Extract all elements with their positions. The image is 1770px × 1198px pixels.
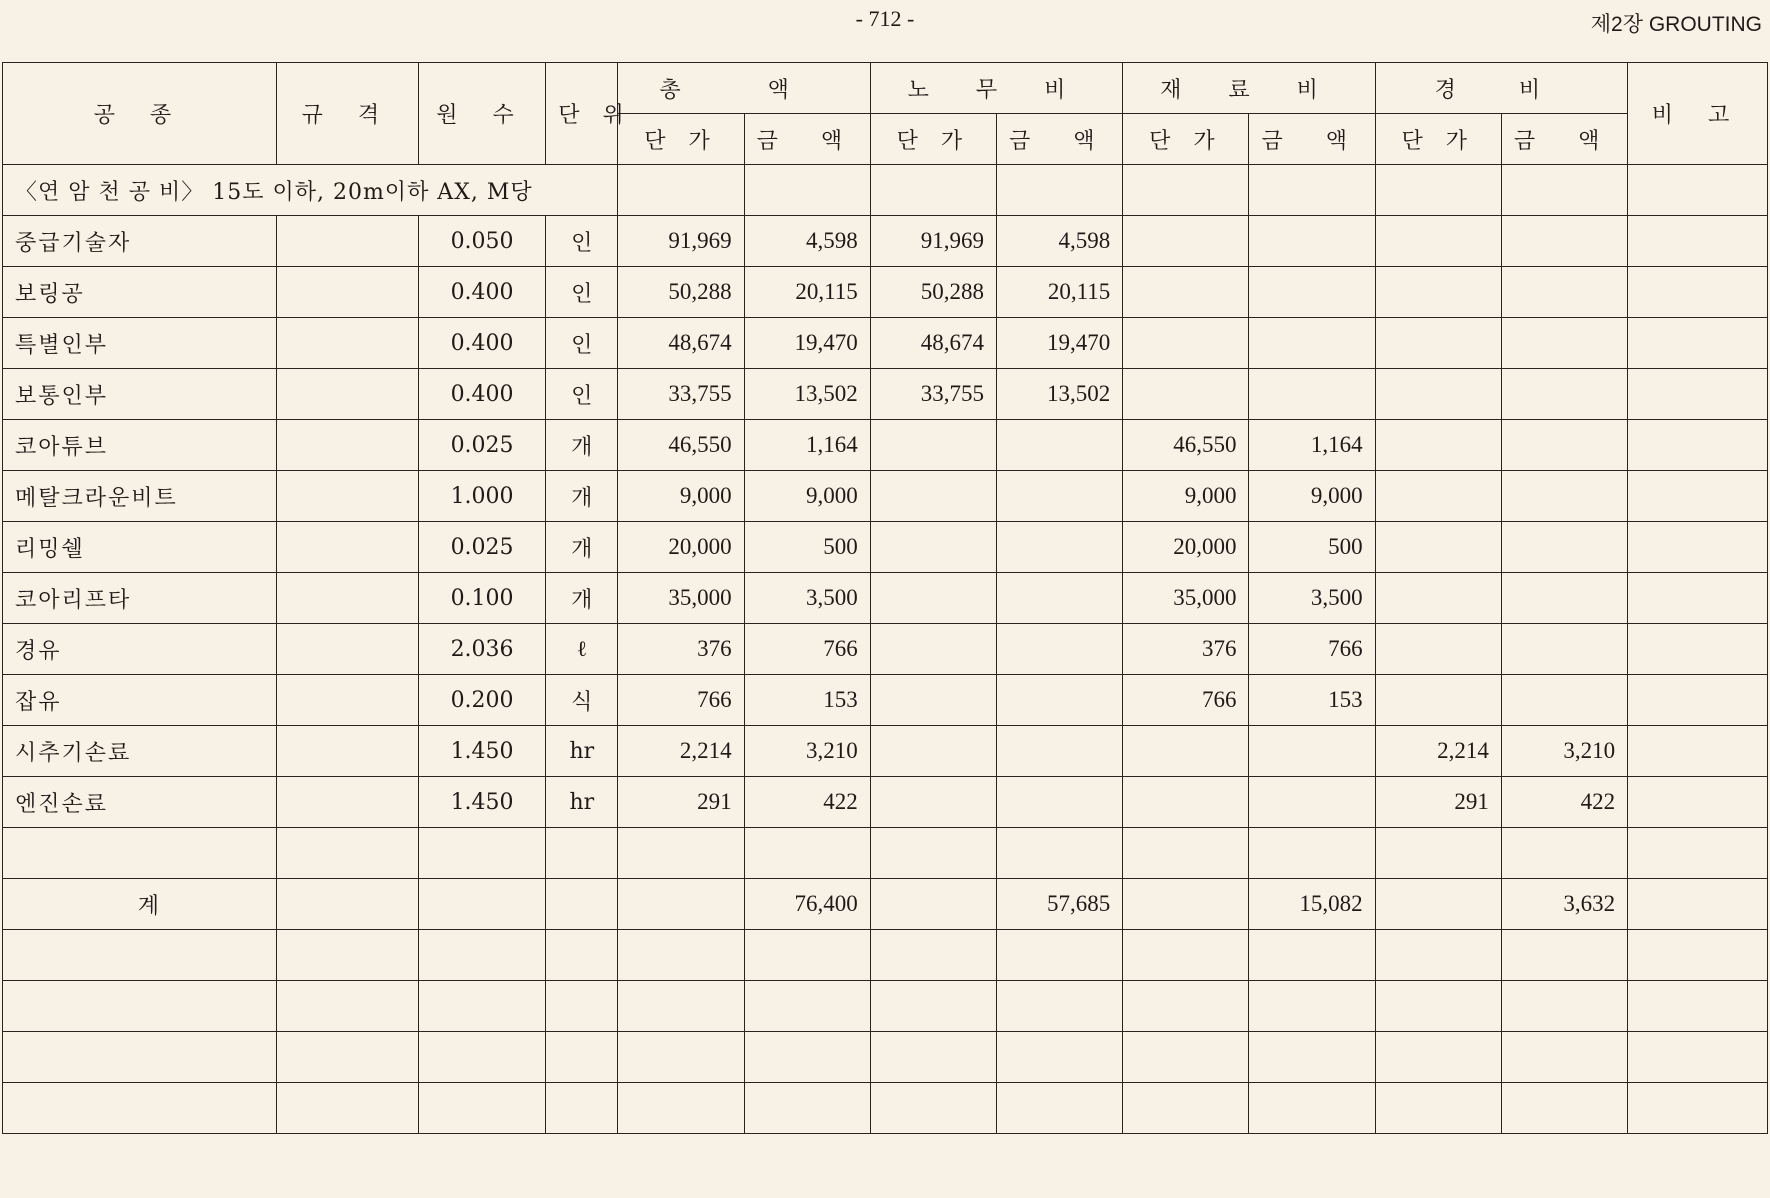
empty-cell xyxy=(618,930,744,981)
header-labor: 노 무 비 xyxy=(870,63,1122,114)
unit-cell: hr xyxy=(546,777,618,828)
empty-cell xyxy=(418,828,545,879)
labor-amount-cell: 13,502 xyxy=(997,369,1123,420)
labor-unit-price-cell xyxy=(870,726,996,777)
unit-cell: hr xyxy=(546,726,618,777)
expense-unit-price-cell xyxy=(1375,267,1501,318)
total-amount-cell: 13,502 xyxy=(744,369,870,420)
header-remark: 비 고 xyxy=(1628,63,1768,165)
item-name-cell: 경유 xyxy=(3,624,277,675)
header-expense: 경 비 xyxy=(1375,63,1627,114)
material-unit-price-cell: 376 xyxy=(1123,624,1249,675)
material-unit-price-cell: 46,550 xyxy=(1123,420,1249,471)
spec-cell xyxy=(276,420,418,471)
empty-cell xyxy=(870,828,996,879)
empty-cell xyxy=(1375,1032,1501,1083)
unit-cell: 개 xyxy=(546,573,618,624)
item-name-cell: 특별인부 xyxy=(3,318,277,369)
remark-cell xyxy=(1628,369,1768,420)
qty-cell: 0.050 xyxy=(418,216,545,267)
empty-cell xyxy=(1628,930,1768,981)
unit-cell: 인 xyxy=(546,267,618,318)
expense-unit-price-cell xyxy=(1375,471,1501,522)
empty-cell xyxy=(1501,1083,1627,1134)
empty-cell xyxy=(3,828,277,879)
expense-unit-price-cell: 291 xyxy=(1375,777,1501,828)
total-unit-price-cell: 376 xyxy=(618,624,744,675)
expense-unit-price-cell xyxy=(1375,216,1501,267)
spec-cell xyxy=(276,318,418,369)
empty-cell xyxy=(1501,1032,1627,1083)
header-total: 총 액 xyxy=(618,63,870,114)
expense-amount-cell xyxy=(1501,420,1627,471)
qty-cell: 0.025 xyxy=(418,420,545,471)
empty-cell xyxy=(1628,1083,1768,1134)
labor-unit-price-cell xyxy=(870,777,996,828)
qty-cell: 2.036 xyxy=(418,624,545,675)
expense-amount-cell xyxy=(1501,471,1627,522)
spec-cell xyxy=(276,369,418,420)
material-amount-cell: 9,000 xyxy=(1249,471,1375,522)
qty-cell: 0.400 xyxy=(418,369,545,420)
material-unit-price-cell xyxy=(1123,318,1249,369)
header-unit: 단 위 xyxy=(546,63,618,165)
item-name-cell: 시추기손료 xyxy=(3,726,277,777)
material-amount-cell xyxy=(1249,318,1375,369)
remark-cell xyxy=(1628,624,1768,675)
cost-table xyxy=(2,62,1768,1134)
total-unit-price-cell: 35,000 xyxy=(618,573,744,624)
item-name-cell: 보통인부 xyxy=(3,369,277,420)
empty-cell xyxy=(1249,828,1375,879)
empty-cell xyxy=(276,1032,418,1083)
labor-amount-total: 57,685 xyxy=(997,879,1123,930)
unit-cell: 인 xyxy=(546,318,618,369)
item-name-cell: 엔진손료 xyxy=(3,777,277,828)
expense-unit-price-cell xyxy=(1375,879,1501,930)
blank-row xyxy=(3,981,1768,1032)
empty-cell xyxy=(997,1083,1123,1134)
material-amount-cell xyxy=(1249,267,1375,318)
total-unit-price-cell: 291 xyxy=(618,777,744,828)
empty-cell xyxy=(1249,930,1375,981)
total-amount-cell: 19,470 xyxy=(744,318,870,369)
remark-cell xyxy=(1628,522,1768,573)
labor-amount-cell: 19,470 xyxy=(997,318,1123,369)
remark-cell xyxy=(1628,420,1768,471)
empty-cell xyxy=(418,930,545,981)
total-amount-cell: 422 xyxy=(744,777,870,828)
empty-cell xyxy=(618,981,744,1032)
table-row xyxy=(3,216,1768,267)
remark-cell xyxy=(1628,879,1768,930)
qty-cell: 0.100 xyxy=(418,573,545,624)
table-row xyxy=(3,369,1768,420)
total-unit-price-cell: 91,969 xyxy=(618,216,744,267)
total-amount-cell: 153 xyxy=(744,675,870,726)
expense-amount-cell xyxy=(1501,675,1627,726)
labor-unit-price-cell: 33,755 xyxy=(870,369,996,420)
unit-cell: 식 xyxy=(546,675,618,726)
material-unit-price-cell xyxy=(1123,879,1249,930)
empty-cell xyxy=(1123,1032,1249,1083)
spec-cell xyxy=(276,726,418,777)
material-unit-price-cell xyxy=(1123,726,1249,777)
unit-cell: 개 xyxy=(546,420,618,471)
labor-unit-price-cell xyxy=(870,573,996,624)
empty-cell xyxy=(3,1032,277,1083)
header-item: 공 종 xyxy=(3,63,277,165)
unit-cell xyxy=(546,879,618,930)
material-unit-price-cell: 20,000 xyxy=(1123,522,1249,573)
expense-unit-price-cell xyxy=(1375,369,1501,420)
item-name-cell: 잡유 xyxy=(3,675,277,726)
spec-cell xyxy=(276,216,418,267)
expense-amount-cell: 422 xyxy=(1501,777,1627,828)
qty-cell: 0.400 xyxy=(418,318,545,369)
labor-unit-price-cell xyxy=(870,879,996,930)
material-unit-price-cell xyxy=(1123,267,1249,318)
empty-cell xyxy=(1249,981,1375,1032)
remark-cell xyxy=(1628,573,1768,624)
material-unit-price-cell xyxy=(1123,216,1249,267)
remark-cell xyxy=(1628,726,1768,777)
qty-cell: 1.450 xyxy=(418,726,545,777)
item-name-cell: 코아리프타 xyxy=(3,573,277,624)
material-unit-price-cell xyxy=(1123,369,1249,420)
empty-cell xyxy=(1375,828,1501,879)
material-amount-cell xyxy=(1249,777,1375,828)
expense-unit-price-cell xyxy=(1375,675,1501,726)
empty-cell xyxy=(997,930,1123,981)
empty-cell xyxy=(618,828,744,879)
empty-cell xyxy=(618,1083,744,1134)
empty-cell xyxy=(1375,930,1501,981)
empty-cell xyxy=(3,981,277,1032)
material-amount-cell: 3,500 xyxy=(1249,573,1375,624)
empty-cell xyxy=(1628,981,1768,1032)
page-number: - 712 - xyxy=(855,6,915,31)
qty-cell: 0.400 xyxy=(418,267,545,318)
spec-cell xyxy=(276,879,418,930)
expense-unit-price-cell xyxy=(1375,624,1501,675)
labor-unit-price-cell xyxy=(870,420,996,471)
remark-cell xyxy=(1628,318,1768,369)
blank-row xyxy=(3,1083,1768,1134)
remark-cell xyxy=(1628,471,1768,522)
table-row xyxy=(3,624,1768,675)
spec-cell xyxy=(276,675,418,726)
empty-cell xyxy=(3,1083,277,1134)
empty-cell xyxy=(418,1032,545,1083)
table-row xyxy=(3,471,1768,522)
labor-unit-price-cell xyxy=(870,471,996,522)
labor-unit-price-cell xyxy=(870,675,996,726)
labor-unit-price-cell: 91,969 xyxy=(870,216,996,267)
header-total-unit-price: 단 가 xyxy=(618,114,744,165)
qty-cell: 0.025 xyxy=(418,522,545,573)
remark-cell xyxy=(1628,267,1768,318)
header-material: 재 료 비 xyxy=(1123,63,1375,114)
blank-row xyxy=(3,1032,1768,1083)
total-unit-price-cell: 46,550 xyxy=(618,420,744,471)
labor-unit-price-cell xyxy=(870,522,996,573)
total-unit-price-cell: 48,674 xyxy=(618,318,744,369)
spec-cell xyxy=(276,624,418,675)
labor-unit-price-cell: 50,288 xyxy=(870,267,996,318)
header-spec: 규 격 xyxy=(276,63,418,165)
empty-cell xyxy=(276,981,418,1032)
labor-amount-cell xyxy=(997,675,1123,726)
table-row xyxy=(3,420,1768,471)
header-material-amount: 금 액 xyxy=(1249,114,1375,165)
expense-unit-price-cell xyxy=(1375,420,1501,471)
qty-cell xyxy=(418,879,545,930)
header-expense-unit-price: 단 가 xyxy=(1375,114,1501,165)
total-unit-price-cell: 766 xyxy=(618,675,744,726)
material-unit-price-cell: 766 xyxy=(1123,675,1249,726)
unit-cell: 개 xyxy=(546,471,618,522)
total-row xyxy=(3,879,1768,930)
empty-cell xyxy=(1375,1083,1501,1134)
material-unit-price-cell: 35,000 xyxy=(1123,573,1249,624)
table-row xyxy=(3,777,1768,828)
total-unit-price-cell: 50,288 xyxy=(618,267,744,318)
spec-cell xyxy=(276,777,418,828)
qty-cell: 1.450 xyxy=(418,777,545,828)
empty-cell xyxy=(870,981,996,1032)
table-row xyxy=(3,726,1768,777)
blank-row xyxy=(3,828,1768,879)
empty-cell xyxy=(1501,981,1627,1032)
empty-cell xyxy=(418,981,545,1032)
expense-unit-price-cell xyxy=(1375,522,1501,573)
empty-cell xyxy=(997,1032,1123,1083)
labor-amount-cell xyxy=(997,471,1123,522)
empty-cell xyxy=(997,981,1123,1032)
labor-amount-cell xyxy=(997,777,1123,828)
empty-cell xyxy=(276,930,418,981)
spec-cell xyxy=(276,573,418,624)
labor-unit-price-cell xyxy=(870,624,996,675)
empty-cell xyxy=(1501,930,1627,981)
expense-unit-price-cell: 2,214 xyxy=(1375,726,1501,777)
total-amount-cell: 766 xyxy=(744,624,870,675)
empty-cell xyxy=(3,930,277,981)
table-row xyxy=(3,318,1768,369)
empty-cell xyxy=(618,1032,744,1083)
total-amount-cell: 4,598 xyxy=(744,216,870,267)
material-unit-price-cell: 9,000 xyxy=(1123,471,1249,522)
unit-cell: 인 xyxy=(546,369,618,420)
item-name-cell: 보링공 xyxy=(3,267,277,318)
header-expense-amount: 금 액 xyxy=(1501,114,1627,165)
empty-cell xyxy=(1628,1032,1768,1083)
expense-amount-cell xyxy=(1501,267,1627,318)
total-amount-cell: 1,164 xyxy=(744,420,870,471)
total-label: 계 xyxy=(3,879,277,930)
unit-cell: 개 xyxy=(546,522,618,573)
total-amount-total: 76,400 xyxy=(744,879,870,930)
header-material-unit-price: 단 가 xyxy=(1123,114,1249,165)
remark-cell xyxy=(1628,777,1768,828)
item-name-cell: 코아튜브 xyxy=(3,420,277,471)
total-unit-price-cell: 33,755 xyxy=(618,369,744,420)
header-labor-amount: 금 액 xyxy=(997,114,1123,165)
total-unit-price-cell xyxy=(618,879,744,930)
material-amount-cell: 1,164 xyxy=(1249,420,1375,471)
header-total-amount: 금 액 xyxy=(744,114,870,165)
empty-cell xyxy=(870,930,996,981)
empty-cell xyxy=(546,930,618,981)
remark-cell xyxy=(1628,216,1768,267)
material-amount-cell: 500 xyxy=(1249,522,1375,573)
material-amount-cell xyxy=(1249,726,1375,777)
empty-cell xyxy=(418,1083,545,1134)
labor-amount-cell xyxy=(997,726,1123,777)
section-row xyxy=(3,165,1768,216)
labor-amount-cell xyxy=(997,624,1123,675)
item-name-cell: 메탈크라운비트 xyxy=(3,471,277,522)
table-row xyxy=(3,573,1768,624)
expense-unit-price-cell xyxy=(1375,573,1501,624)
total-amount-cell: 20,115 xyxy=(744,267,870,318)
empty-cell xyxy=(276,828,418,879)
spec-cell xyxy=(276,522,418,573)
expense-amount-cell xyxy=(1501,318,1627,369)
empty-cell xyxy=(744,930,870,981)
empty-cell xyxy=(744,828,870,879)
expense-amount-cell xyxy=(1501,573,1627,624)
item-name-cell: 리밍쉘 xyxy=(3,522,277,573)
header-labor-unit-price: 단 가 xyxy=(870,114,996,165)
chapter-title: 제2장 GROUTING xyxy=(1590,13,1762,36)
unit-cell: 인 xyxy=(546,216,618,267)
empty-cell xyxy=(744,1083,870,1134)
empty-cell xyxy=(1123,1083,1249,1134)
table-row xyxy=(3,675,1768,726)
table-row xyxy=(3,522,1768,573)
header-qty: 원 수 xyxy=(418,63,545,165)
spec-cell xyxy=(276,267,418,318)
empty-cell xyxy=(546,1083,618,1134)
total-amount-cell: 9,000 xyxy=(744,471,870,522)
total-amount-cell: 3,500 xyxy=(744,573,870,624)
blank-row xyxy=(3,930,1768,981)
empty-cell xyxy=(870,1032,996,1083)
empty-cell xyxy=(1375,981,1501,1032)
expense-amount-cell xyxy=(1501,369,1627,420)
expense-amount-cell xyxy=(1501,624,1627,675)
empty-cell xyxy=(1249,1032,1375,1083)
empty-cell xyxy=(546,828,618,879)
labor-amount-cell xyxy=(997,573,1123,624)
labor-amount-cell: 4,598 xyxy=(997,216,1123,267)
unit-cell: ℓ xyxy=(546,624,618,675)
expense-amount-cell: 3,210 xyxy=(1501,726,1627,777)
labor-amount-cell: 20,115 xyxy=(997,267,1123,318)
empty-cell xyxy=(546,1032,618,1083)
material-amount-cell: 766 xyxy=(1249,624,1375,675)
empty-cell xyxy=(1501,828,1627,879)
labor-unit-price-cell: 48,674 xyxy=(870,318,996,369)
empty-cell xyxy=(276,1083,418,1134)
total-unit-price-cell: 9,000 xyxy=(618,471,744,522)
empty-cell xyxy=(546,981,618,1032)
expense-amount-cell xyxy=(1501,216,1627,267)
total-amount-cell: 500 xyxy=(744,522,870,573)
empty-cell xyxy=(744,1032,870,1083)
qty-cell: 1.000 xyxy=(418,471,545,522)
expense-amount-total: 3,632 xyxy=(1501,879,1627,930)
total-amount-cell: 3,210 xyxy=(744,726,870,777)
empty-cell xyxy=(744,981,870,1032)
material-unit-price-cell xyxy=(1123,777,1249,828)
remark-cell xyxy=(1628,675,1768,726)
empty-cell xyxy=(1628,828,1768,879)
material-amount-cell: 153 xyxy=(1249,675,1375,726)
spec-cell xyxy=(276,471,418,522)
empty-cell xyxy=(997,828,1123,879)
empty-cell xyxy=(1123,981,1249,1032)
item-name-cell: 중급기술자 xyxy=(3,216,277,267)
total-unit-price-cell: 2,214 xyxy=(618,726,744,777)
qty-cell: 0.200 xyxy=(418,675,545,726)
expense-amount-cell xyxy=(1501,522,1627,573)
total-unit-price-cell: 20,000 xyxy=(618,522,744,573)
empty-cell xyxy=(1123,930,1249,981)
labor-amount-cell xyxy=(997,420,1123,471)
material-amount-cell xyxy=(1249,369,1375,420)
table-row xyxy=(3,267,1768,318)
material-amount-total: 15,082 xyxy=(1249,879,1375,930)
labor-amount-cell xyxy=(997,522,1123,573)
material-amount-cell xyxy=(1249,216,1375,267)
empty-cell xyxy=(1249,1083,1375,1134)
section-title: 〈연 암 천 공 비〉 15도 이하, 20m이하 AX, M당 xyxy=(3,165,618,216)
empty-cell xyxy=(1123,828,1249,879)
expense-unit-price-cell xyxy=(1375,318,1501,369)
empty-cell xyxy=(870,1083,996,1134)
